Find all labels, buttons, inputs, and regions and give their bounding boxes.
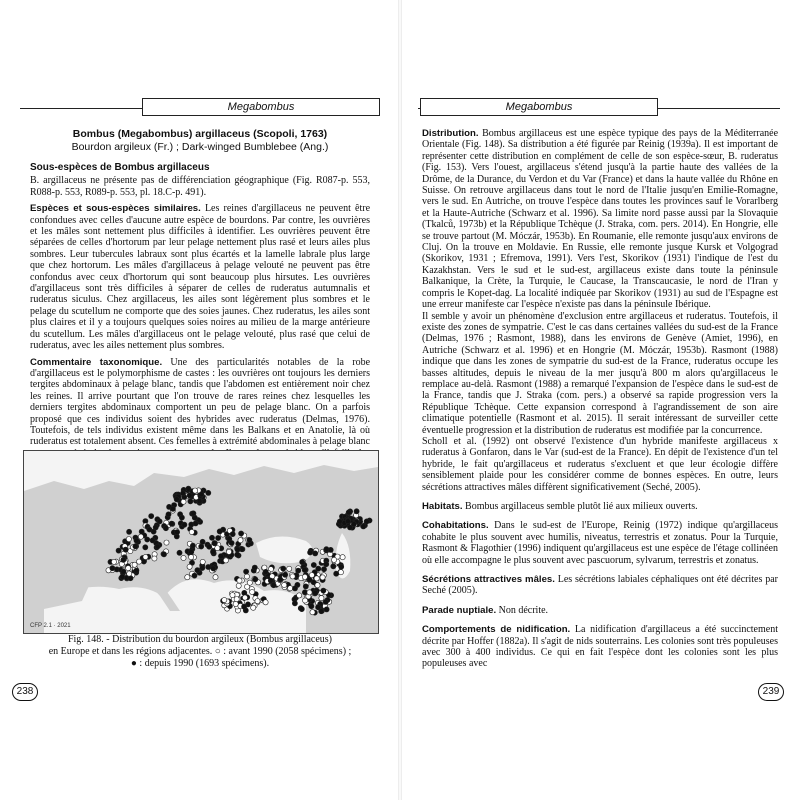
- nidification-paragraph: [422, 624, 778, 670]
- record-after-1990: [134, 568, 139, 573]
- record-before-1990: [302, 574, 307, 579]
- record-before-1990: [234, 597, 239, 602]
- right-page: [400, 0, 800, 800]
- map-credit: CFP 2.1 · 2021: [30, 623, 71, 629]
- record-after-1990: [351, 522, 356, 527]
- subspecies-paragraph: B. argillaceus ne présente pas de différenciation géographique (Fig. R087-p. 553, R088-p. 553, R089-p. 553, pl. 18.C-p. 491).: [30, 175, 370, 198]
- record-before-1990: [332, 557, 337, 562]
- record-after-1990: [195, 568, 200, 573]
- record-before-1990: [314, 576, 319, 581]
- record-before-1990: [244, 574, 249, 579]
- record-before-1990: [237, 578, 242, 583]
- record-after-1990: [192, 573, 197, 578]
- nidification-heading: Comportements de nidification.: [422, 624, 571, 636]
- habitats-text: Bombus argillaceus semble plutôt lié aux milieux ouverts.: [465, 501, 698, 512]
- record-after-1990: [235, 547, 240, 552]
- record-before-1990: [287, 566, 292, 571]
- parade-text: Non décrite.: [498, 604, 549, 616]
- record-after-1990: [300, 560, 305, 565]
- record-before-1990: [247, 580, 252, 585]
- record-after-1990: [145, 537, 150, 542]
- record-after-1990: [149, 514, 154, 519]
- record-before-1990: [315, 583, 320, 588]
- record-after-1990: [361, 524, 366, 529]
- record-after-1990: [303, 584, 308, 589]
- record-before-1990: [309, 573, 314, 578]
- record-after-1990: [296, 568, 301, 573]
- record-after-1990: [299, 607, 304, 612]
- record-before-1990: [288, 586, 293, 591]
- secretions-heading: Sécrétions attractives mâles.: [422, 574, 555, 586]
- record-after-1990: [339, 564, 344, 569]
- record-before-1990: [193, 488, 198, 493]
- record-before-1990: [213, 575, 218, 580]
- caption-line-1: Fig. 148. - Distribution du bourdon argileux (Bombus argillaceus): [67, 634, 333, 645]
- record-after-1990: [229, 540, 234, 545]
- record-before-1990: [307, 590, 312, 595]
- record-after-1990: [247, 537, 252, 542]
- record-after-1990: [239, 531, 244, 536]
- record-after-1990: [210, 549, 215, 554]
- record-after-1990: [153, 525, 158, 530]
- record-after-1990: [134, 538, 139, 543]
- record-after-1990: [263, 569, 268, 574]
- similar-species-paragraph: [30, 203, 370, 351]
- record-before-1990: [215, 546, 220, 551]
- record-before-1990: [187, 564, 192, 569]
- record-after-1990: [364, 519, 369, 524]
- record-after-1990: [199, 544, 204, 549]
- record-after-1990: [316, 566, 321, 571]
- similar-species-heading: Espèces et sous-espèces similaires.: [30, 203, 201, 215]
- common-names: Bourdon argileux (Fr.) ; Dark-winged Bumblebee (Ang.): [71, 141, 329, 153]
- record-after-1990: [313, 590, 318, 595]
- record-after-1990: [354, 509, 359, 514]
- record-before-1990: [181, 555, 186, 560]
- record-after-1990: [324, 562, 329, 567]
- hybrid-paragraph: Scholl et al. (1992) ont observé l'existence d'un hybride manifeste argillaceus x ruderatus à Gonfaron, dans le Var (sud-est de la France). En dépit de l'existence d'un tel hybride, le fait qu'argillaceus et ruderatus s'excluent et que leur écologie diffère sensiblement plaide pour les considérer comme de bonnes espèces. En outre, leurs sécrétions attractives mâles diffèrent significativement (Seché, 2005).: [422, 435, 778, 493]
- record-before-1990: [111, 559, 116, 564]
- record-after-1990: [121, 557, 126, 562]
- record-after-1990: [324, 607, 329, 612]
- secretions-text: Les sécrétions labiales céphaliques ont été décrites par Seché (2005).: [422, 574, 778, 597]
- record-before-1990: [297, 593, 302, 598]
- record-before-1990: [282, 582, 287, 587]
- record-after-1990: [268, 578, 273, 583]
- record-after-1990: [155, 544, 160, 549]
- left-page-number: 238: [12, 683, 38, 701]
- record-after-1990: [292, 586, 297, 591]
- record-after-1990: [193, 521, 198, 526]
- record-before-1990: [223, 558, 228, 563]
- record-before-1990: [132, 562, 137, 567]
- nidification-text: La nidification d'argillaceus a été succinctement décrite par Hoffer (1882a). Il s'agit de nids souterrains. Les colonies sont très populeuses avec 300 à 400 individus. Ce qui en fait l'espèce dont les colonies sont les plus populeuses avec: [422, 624, 778, 670]
- record-after-1990: [169, 521, 174, 526]
- distribution-paragraph: [422, 128, 778, 311]
- record-after-1990: [157, 519, 162, 524]
- record-after-1990: [292, 601, 297, 606]
- record-before-1990: [263, 600, 268, 605]
- record-after-1990: [311, 562, 316, 567]
- record-after-1990: [271, 583, 276, 588]
- distribution-text: Bombus argillaceus est une espèce typique des pays de la Méditerranée Orientale (Fig. 148). Sa distribution a été figurée par Reinig (1939a). Il est important de représenter cette distribution en complément de celle de son espèce-sœur, B. ruderatus (Fig. 153). Vers l'ouest, argillaceus s'étend jusqu'à la partie haute des vallées de la Drôme, de la Durance, du Verdon et du Var (France) et dans la haute vallée du Rhône en Suisse. On retrouve argillaceus dans tout le nord de l'Italie jusqu'en Emilie-Romagne, vers le sud. En Autriche, on trouve l'espèce dans toutes les provinces sauf le Vorarlberg et la Haute-Autriche (Schwarz et al. 1996). Sa limite nord passe aussi par la Slovaquie (Tkalců, 1973b) et la République Tchèque (J. Straka, com. pers. 2014). En Hongrie, elle se trouve partout (M. Móczár, 1953b). En Roumanie, elle remonte jusqu'aux environs de Cluj. On la trouve en Moldavie. En Russie, elle remonte jusque Kursk et Volgograd (Skorikov, 1931 ; Efremova, 1991). Vers l'est, Skorikov (1931) l'indique de l'est du Kazakhstan. Vers le sud et le sud-est, argillaceus existe dans toute la péninsule Balkanique, la Crète, la Turquie, le Caucase, la Transcaucasie, le nord de l'Iran y compris le Kopet-dag. La localité indiquée par Skorikov (1931) au sud de l'Espagne est une erreur manifeste car l'espèce n'existe pas dans la péninsule Ibérique.: [422, 128, 779, 311]
- left-text-column: [30, 128, 370, 476]
- record-after-1990: [230, 532, 235, 537]
- record-before-1990: [126, 537, 131, 542]
- right-text-column: [422, 128, 778, 675]
- record-before-1990: [242, 595, 247, 600]
- species-name: Bombus (Megabombus) argillaceus (Scopoli, 1763): [72, 128, 328, 140]
- record-after-1990: [252, 565, 257, 570]
- record-after-1990: [187, 493, 192, 498]
- record-after-1990: [161, 552, 166, 557]
- record-after-1990: [127, 529, 132, 534]
- record-before-1990: [185, 575, 190, 580]
- record-after-1990: [345, 519, 350, 524]
- record-before-1990: [138, 534, 143, 539]
- figure-caption: [30, 634, 370, 670]
- record-before-1990: [251, 605, 256, 610]
- record-after-1990: [209, 535, 214, 540]
- right-running-head: Megabombus: [420, 98, 658, 116]
- record-after-1990: [337, 519, 342, 524]
- record-after-1990: [323, 599, 328, 604]
- cohabitations-paragraph: [422, 520, 778, 566]
- record-before-1990: [189, 555, 194, 560]
- record-before-1990: [200, 559, 205, 564]
- record-before-1990: [319, 596, 324, 601]
- record-after-1990: [324, 547, 329, 552]
- record-before-1990: [340, 555, 345, 560]
- record-after-1990: [331, 564, 336, 569]
- record-after-1990: [174, 497, 179, 502]
- parade-paragraph: [422, 605, 778, 616]
- record-after-1990: [281, 566, 286, 571]
- caption-line-2: en Europe et dans les régions adjacentes. ○ : avant 1990 (2058 spécimens) ;: [48, 646, 352, 657]
- record-after-1990: [211, 566, 216, 571]
- record-before-1990: [320, 575, 325, 580]
- exclusion-paragraph: Il semble y avoir un phénomène d'exclusion entre argillaceus et ruderatus. Toutefois, il existe des zones de sympatrie. C'est le cas dans certaines vallées du sud-est de la France (Delmas, 1976 ; Rasmont, 1988), dans les environs de Genève (Amiet, 1996), en Autriche (Schwarz et al. 1996) et en Hongrie (M. Móczár, 1953b). Rasmont (1988) indique que dans les zones de sympatrie du sud-est de la France, ruderatus occupe les basses altitudes, depuis le niveau de la mer jusqu'à 800 m alors qu'argillaceus le remplace au-delà. Rasmont (1988) a remarqué l'expansion de l'espèce dans le sud-est de la France, tandis que J. Straka (com. pers.) a observé sa rapide progression vers la République Tchèque. Cette expansion correspond à l'agrandissement de son aire climatique potentielle (Rasmont et al. 2015). Il serait intéressant de surveiller cette éventuelle progression et la distribution de ruderatus est modifiée par la concurrence.: [422, 310, 778, 436]
- record-before-1990: [126, 566, 131, 571]
- cohabitations-text: Dans le sud-est de l'Europe, Reinig (1972) indique qu'argillaceus cohabite le plus souvent avec humilis, niveatus, terrestris et zonatus. Pour la Turquie, Rasmont & Flagothier (1996) indiquent qu'argillaceus est une espèce de l'étage collinéen où elle accompagne le plus souvent avec pascuorum, sylvarum, terrestris et zonatus.: [422, 520, 778, 566]
- record-after-1990: [321, 588, 326, 593]
- record-after-1990: [166, 512, 171, 517]
- record-before-1990: [290, 574, 295, 579]
- record-after-1990: [175, 530, 180, 535]
- record-after-1990: [212, 541, 217, 546]
- record-after-1990: [218, 554, 223, 559]
- species-title: [30, 128, 370, 154]
- record-before-1990: [250, 589, 255, 594]
- record-after-1990: [217, 529, 222, 534]
- right-page-number: 239: [758, 683, 784, 701]
- record-after-1990: [191, 511, 196, 516]
- record-before-1990: [310, 610, 315, 615]
- record-after-1990: [321, 567, 326, 572]
- record-after-1990: [307, 577, 312, 582]
- record-after-1990: [150, 538, 155, 543]
- record-after-1990: [182, 522, 187, 527]
- record-after-1990: [180, 491, 185, 496]
- record-after-1990: [253, 577, 258, 582]
- record-after-1990: [283, 572, 288, 577]
- record-before-1990: [152, 556, 157, 561]
- record-after-1990: [346, 510, 351, 515]
- record-after-1990: [216, 535, 221, 540]
- record-after-1990: [308, 550, 313, 555]
- record-before-1990: [189, 529, 194, 534]
- distribution-map: [23, 450, 379, 634]
- record-after-1990: [121, 569, 126, 574]
- cohabitations-heading: Cohabitations.: [422, 520, 489, 532]
- record-after-1990: [188, 499, 193, 504]
- record-after-1990: [147, 527, 152, 532]
- record-after-1990: [309, 604, 314, 609]
- record-before-1990: [222, 597, 227, 602]
- record-after-1990: [163, 526, 168, 531]
- record-before-1990: [238, 538, 243, 543]
- taxonomy-text: Une des particularités notables de la robe d'argillaceus est le polymorphisme de castes : les ouvrières ont toujours les derniers tergites abdominaux à pelage blanc, tandis que l'abdomen est entièrement noir chez les reines. Il arrive pourtant que l'on trouve de rares reines chez lesquelles les derniers tergites abdominaux comportent un peu de pelage blanc. On a parfois proposé que ces individus soient des hybrides avec ruderatus (Delmas, 1976). Toutefois, de tels individus existent même dans les Balkans et en Anatolie, là où ruderatus est totalement absent. Ces femelles à extrémité abdominales à pelage blanc: [30, 356, 371, 448]
- record-after-1990: [120, 574, 125, 579]
- subspecies-heading: Sous-espèces de Bombus argillaceus: [30, 162, 210, 173]
- left-running-head: Megabombus: [142, 98, 380, 116]
- record-after-1990: [278, 577, 283, 582]
- record-after-1990: [244, 569, 249, 574]
- record-after-1990: [179, 515, 184, 520]
- record-after-1990: [189, 550, 194, 555]
- record-after-1990: [200, 539, 205, 544]
- record-after-1990: [200, 565, 205, 570]
- record-before-1990: [233, 601, 238, 606]
- record-after-1990: [334, 571, 339, 576]
- record-after-1990: [206, 564, 211, 569]
- record-before-1990: [181, 499, 186, 504]
- record-after-1990: [186, 486, 191, 491]
- record-after-1990: [242, 604, 247, 609]
- record-before-1990: [230, 593, 235, 598]
- record-after-1990: [177, 550, 182, 555]
- map-graphic: [24, 451, 378, 633]
- record-after-1990: [116, 548, 121, 553]
- caption-line-3: ● : depuis 1990 (1693 spécimens).: [130, 658, 270, 669]
- record-before-1990: [164, 540, 169, 545]
- secretions-paragraph: [422, 574, 778, 597]
- record-after-1990: [110, 566, 115, 571]
- taxonomy-heading: Commentaire taxonomique.: [30, 356, 163, 368]
- record-after-1990: [302, 567, 307, 572]
- similar-species-text: Les reines d'argillaceus ne peuvent être confondues avec celles d'aucune autre espèce de bourdons. Par contre, les ouvrières et les mâles sont nettement plus difficiles à identifier. Les ouvrières peuvent être séparées de celles d'hortorum par leur pelage nettement plus rasé et leurs ailes plus sombres. Leur tubercules labraux sont plus écartés et la lamelle labrale plus large que chez hortorum. Les mâles d'argillaceus à pelage velouté ne peuvent pas être confondus avec ceux d'hortorum qui sont beaucoup plus hirsutes. Les ouvrières d'argillaceus sont très difficiles à séparer de celles de ruderatus autumnalis et ruderatus siculus. Chez argillaceus, les ailes sont légèrement plus sombres et le pelage du scutellum ne comporte que des soies jaunes. Chez ruderatus, les ailes sont plus claires et il y a toujours quelques soies noires au milieu de la marge antérieure du scutellum. Les mâles d'argillaceus ont le pelage velouté, plus rasé que celui de ruderatus, avec les ailes nettement plus sombres.: [30, 203, 371, 352]
- record-after-1990: [170, 506, 175, 511]
- habitats-paragraph: [422, 501, 778, 512]
- record-after-1990: [206, 490, 211, 495]
- parade-heading: Parade nuptiale.: [422, 604, 497, 616]
- record-before-1990: [236, 583, 241, 588]
- record-after-1990: [139, 529, 144, 534]
- record-after-1990: [207, 544, 212, 549]
- record-after-1990: [235, 552, 240, 557]
- record-before-1990: [226, 549, 231, 554]
- record-after-1990: [133, 544, 138, 549]
- record-after-1990: [123, 547, 128, 552]
- record-before-1990: [137, 559, 142, 564]
- distribution-heading: Distribution.: [422, 128, 479, 139]
- record-after-1990: [190, 543, 195, 548]
- record-after-1990: [199, 492, 204, 497]
- record-before-1990: [143, 554, 148, 559]
- habitats-heading: Habitats.: [422, 501, 463, 512]
- record-after-1990: [143, 545, 148, 550]
- record-after-1990: [319, 609, 324, 614]
